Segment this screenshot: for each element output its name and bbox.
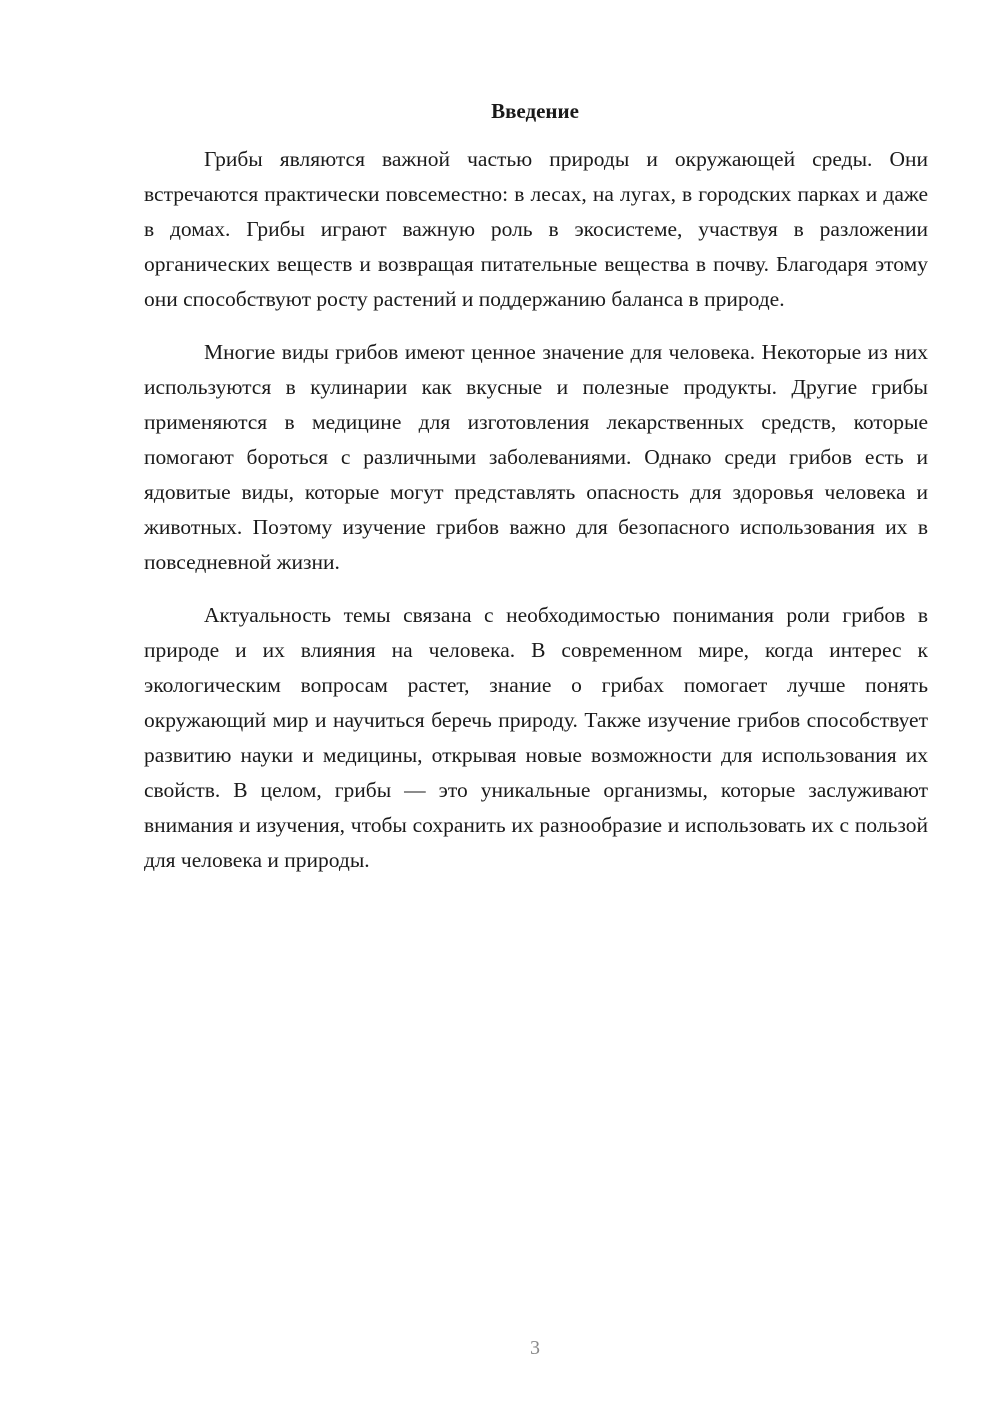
- section-title: Введение: [491, 99, 579, 123]
- document-body: [144, 142, 928, 896]
- paragraph-3: Актуальность темы связана с необходимостью понимания роли грибов в природе и их влияния на человека. В современном мире, когда интерес к экологическим вопросам растет, знание о грибах помогает лучше понять окружающий мир и научиться беречь природу. Также изучение грибов способствует развитию науки и медицины, открывая новые возможности для использования их свойств. В целом, грибы — это уникальные организмы, которые заслуживают внимания и изучения, чтобы сохранить их разнообразие и использовать их с пользой для человека и природы.: [144, 603, 928, 872]
- page-number: 3: [530, 1337, 540, 1359]
- paragraph-1: Грибы являются важной частью природы и окружающей среды. Они встречаются практически повсеместно: в лесах, на лугах, в городских парках и даже в домах. Грибы играют важную роль в экосистеме, участвуя в разложении органических веществ и возвращая питательные вещества в почву. Благодаря этому они способствуют росту растений и поддержанию баланса в природе.: [144, 147, 928, 311]
- paragraph-2: Многие виды грибов имеют ценное значение для человека. Некоторые из них используются в кулинарии как вкусные и полезные продукты. Другие грибы применяются в медицине для изготовления лекарственных средств, которые помогают бороться с различными заболеваниями. Однако среди грибов есть и ядовитые виды, которые могут представлять опасность для здоровья человека и животных. Поэтому изучение грибов важно для безопасного использования их в повседневной жизни.: [144, 340, 928, 574]
